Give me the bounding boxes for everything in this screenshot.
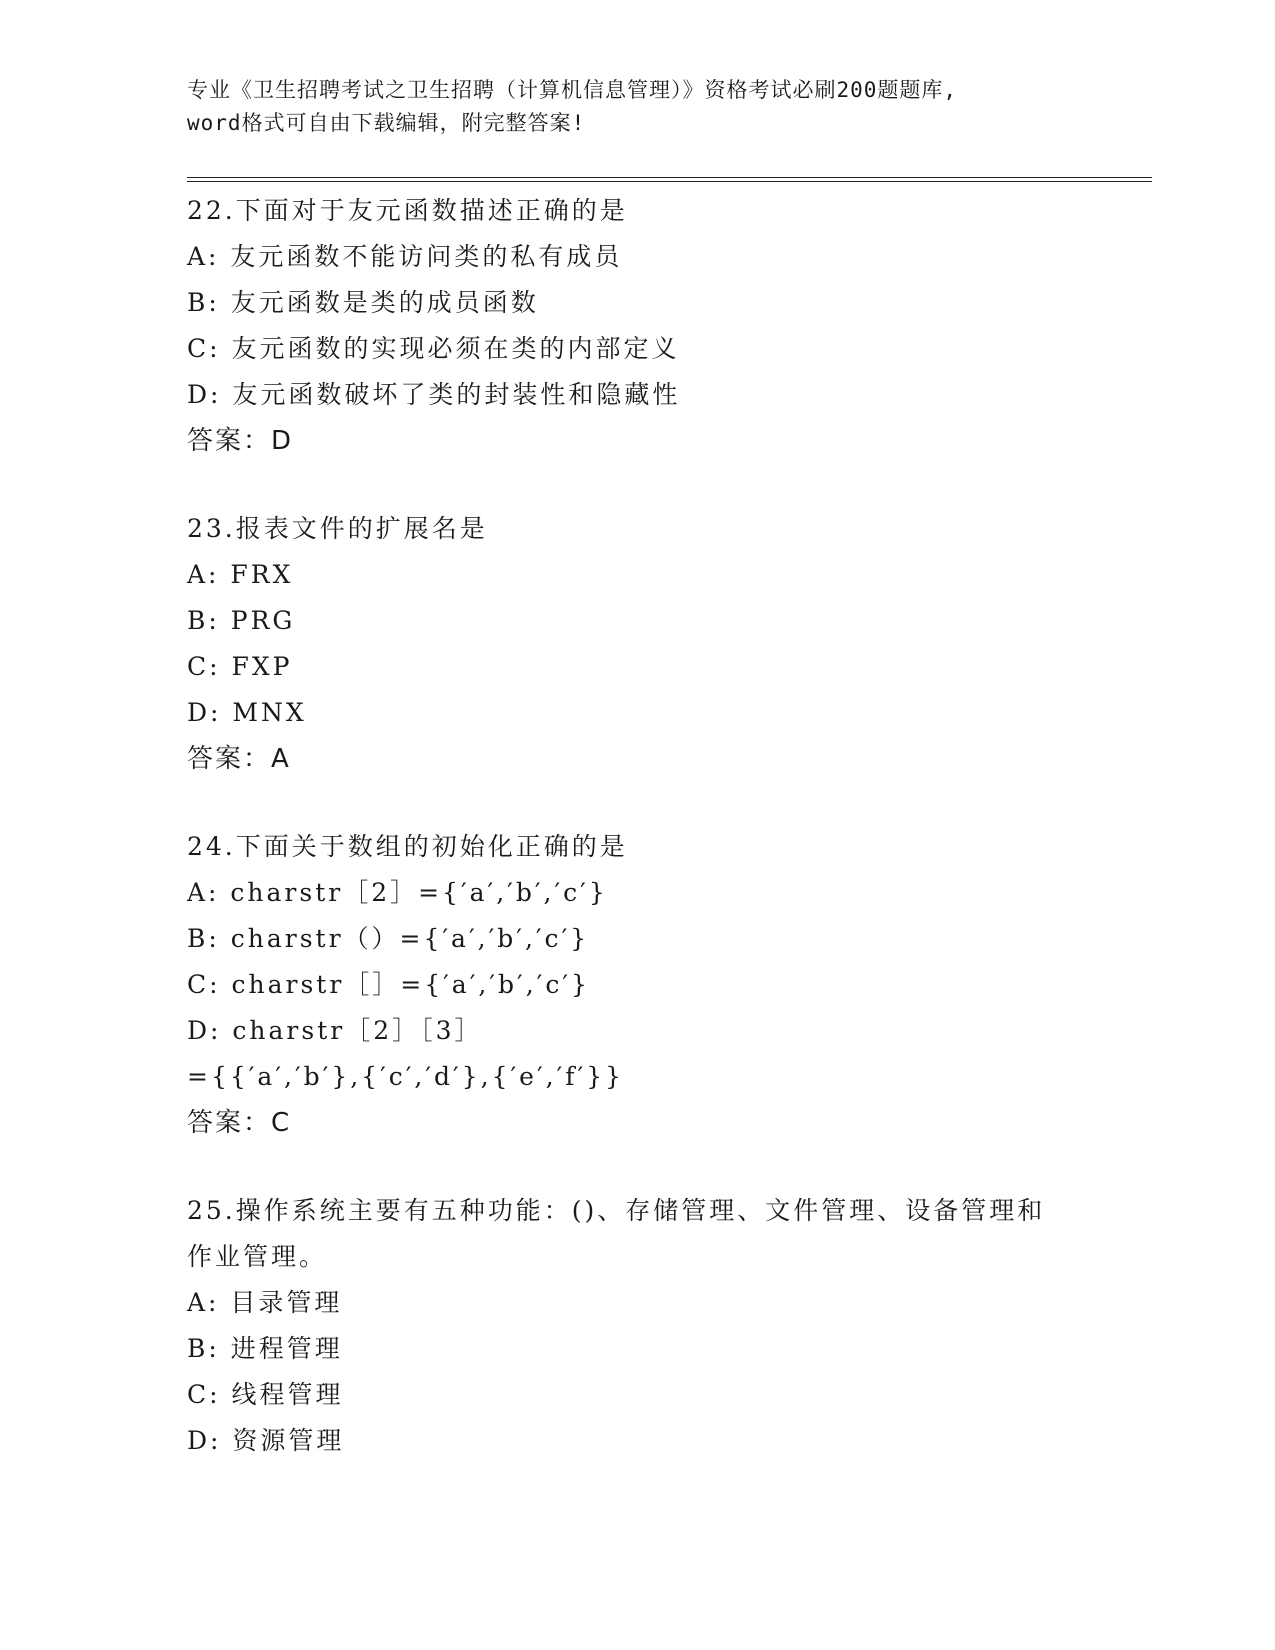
option-a: A: 目录管理: [187, 1288, 343, 1317]
question-22: [187, 188, 1087, 464]
option-c: C: 友元函数的实现必须在类的内部定义: [187, 334, 680, 363]
option-a: A: 友元函数不能访问类的私有成员: [187, 242, 623, 271]
option-d: D: MNX: [187, 698, 307, 727]
question-stem: 22.下面对于友元函数描述正确的是: [187, 196, 628, 225]
option-c: C: 线程管理: [187, 1380, 344, 1409]
answer-label: 答案：A: [187, 744, 291, 774]
option-d: D: 资源管理: [187, 1426, 345, 1455]
question-23: [187, 506, 1087, 782]
document-header: [187, 74, 1087, 140]
option-a: A: FRX: [187, 560, 294, 589]
option-b: B: 友元函数是类的成员函数: [187, 288, 539, 317]
option-d: D: charstr［2］［3］: [187, 1016, 483, 1045]
option-d: D: 友元函数破坏了类的封装性和隐藏性: [187, 380, 681, 409]
answer-label: 答案：D: [187, 426, 294, 456]
option-c: C: charstr［］={′a′,′b′,′c′}: [187, 970, 590, 999]
option-a: A: charstr［2］={′a′,′b′,′c′}: [187, 878, 608, 907]
question-25: [187, 1188, 1087, 1464]
header-divider: [187, 177, 1152, 182]
question-stem: 23.报表文件的扩展名是: [187, 514, 488, 543]
header-line-1: 专业《卫生招聘考试之卫生招聘（计算机信息管理）》资格考试必刷200题题库,: [187, 78, 958, 102]
answer-label: 答案：C: [187, 1108, 292, 1138]
option-b: B: 进程管理: [187, 1334, 343, 1363]
option-d-continued: ={{′a′,′b′},{′c′,′d′},{′e′,′f′}}: [187, 1062, 625, 1091]
question-stem: 25.操作系统主要有五种功能：()、存储管理、文件管理、设备管理和作业管理。: [187, 1196, 1046, 1271]
question-list: [187, 188, 1087, 1506]
option-c: C: FXP: [187, 652, 293, 681]
option-b: B: PRG: [187, 606, 296, 635]
question-24: [187, 824, 1087, 1146]
question-stem: 24.下面关于数组的初始化正确的是: [187, 832, 628, 861]
header-line-2: word格式可自由下载编辑，附完整答案!: [187, 111, 586, 135]
option-b: B: charstr（）={′a′,′b′,′c′}: [187, 924, 590, 953]
